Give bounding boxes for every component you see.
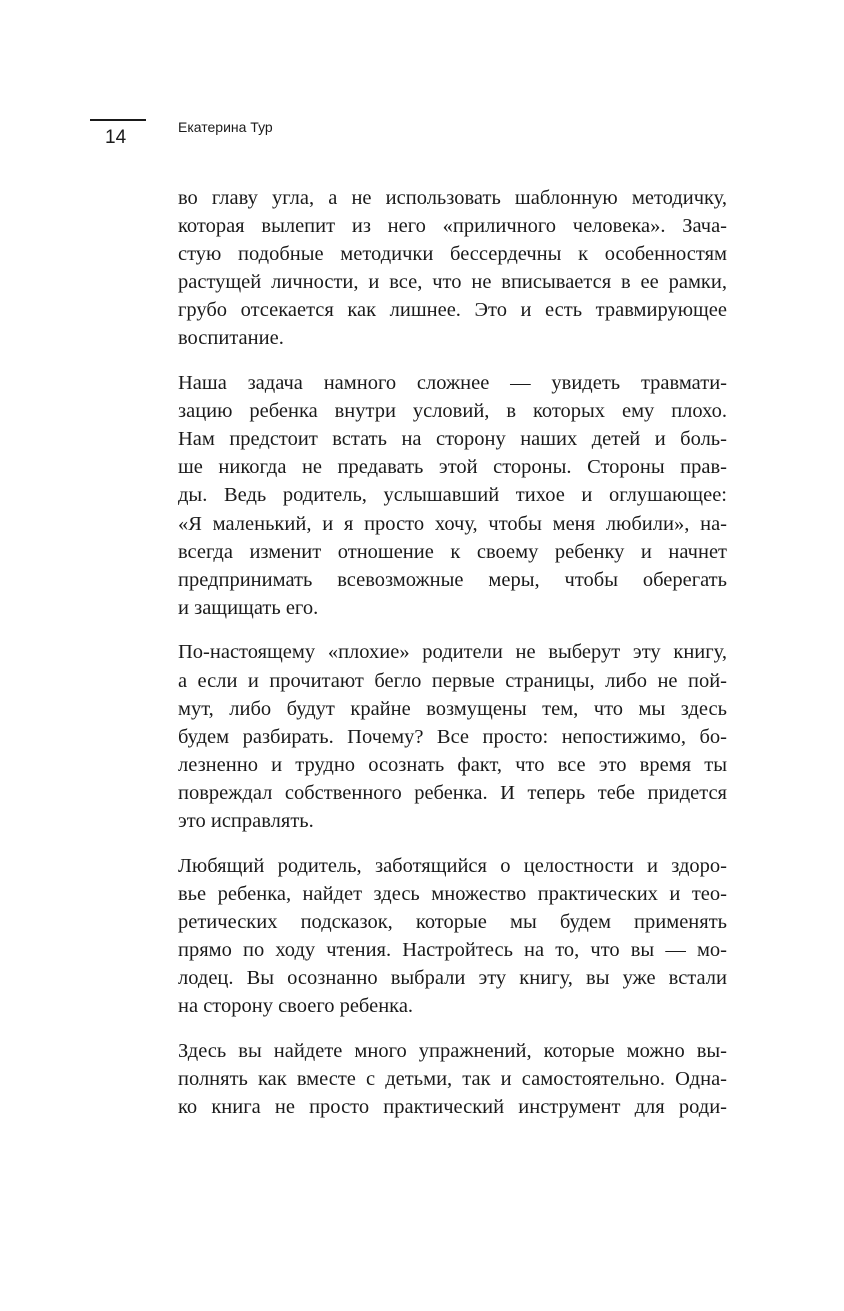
- text-line: Наша задача намного сложнее — увидеть травмати-: [178, 372, 727, 395]
- text-line: Любящий родитель, заботящийся о целостности и здоро-: [178, 854, 727, 877]
- text-line: будем разбирать. Почему? Все просто: непостижимо, бо-: [178, 725, 727, 748]
- paragraph: [178, 1037, 727, 1121]
- text-line: зацию ребенка внутри условий, в которых ему плохо.: [178, 400, 727, 423]
- paragraph: [178, 184, 727, 353]
- text-line: лезненно и трудно осознать факт, что все это время ты: [178, 753, 727, 776]
- text-line: и защищать его.: [178, 596, 319, 619]
- text-line: ше никогда не предавать этой стороны. Стороны прав-: [178, 456, 727, 479]
- text-line: воспитание.: [178, 327, 284, 350]
- running-head-author: Екатерина Тур: [178, 119, 273, 135]
- text-line: Нам предстоит встать на сторону наших детей и боль-: [178, 428, 727, 451]
- text-line: во главу угла, а не использовать шаблонную методичку,: [178, 187, 727, 209]
- text-line: на сторону своего ребенка.: [178, 995, 414, 1018]
- paragraph: [178, 369, 727, 622]
- paragraph-gap: [178, 1020, 727, 1037]
- text-line: грубо отсекается как лишнее. Это и есть травмирующее: [178, 299, 727, 322]
- page-number-rule: [90, 119, 146, 121]
- text-line: стую подобные методички бессердечны к особенностям: [178, 243, 727, 266]
- text-line: вье ребенка, найдет здесь множество практических и тео-: [178, 882, 727, 905]
- text-line: мут, либо будут крайне возмущены тем, что мы здесь: [178, 697, 727, 720]
- text-line: По-настоящему «плохие» родители не выберут эту книгу,: [178, 641, 727, 664]
- text-line: ретических подсказок, которые мы будем применять: [178, 910, 727, 933]
- text-line: прямо по ходу чтения. Настройтесь на то, что вы — мо-: [178, 938, 727, 961]
- body-text: [178, 184, 727, 1121]
- paragraph: [178, 852, 727, 1021]
- paragraph-gap: [178, 622, 727, 639]
- text-line: которая вылепит из него «приличного человека». Зача-: [178, 215, 727, 238]
- paragraph-gap: [178, 353, 727, 370]
- text-line: лодец. Вы осознанно выбрали эту книгу, вы уже встали: [178, 966, 727, 989]
- page-number: 14: [105, 127, 127, 148]
- text-line: ко книга не просто практический инструмент для роди-: [178, 1095, 727, 1118]
- text-line: повреждал собственного ребенка. И теперь тебе придется: [178, 781, 727, 804]
- text-line: предпринимать всевозможные меры, чтобы оберегать: [178, 568, 727, 591]
- text-line: всегда изменит отношение к своему ребенку и начнет: [178, 540, 727, 563]
- text-line: Здесь вы найдете много упражнений, которые можно вы-: [178, 1039, 727, 1062]
- text-line: полнять как вместе с детьми, так и самостоятельно. Одна-: [178, 1067, 727, 1090]
- paragraph-gap: [178, 835, 727, 852]
- paragraph: [178, 638, 727, 835]
- text-line: «Я маленький, и я просто хочу, чтобы меня любили», на-: [178, 512, 727, 535]
- text-line: это исправлять.: [178, 809, 314, 832]
- text-line: ды. Ведь родитель, услышавший тихое и оглушающее:: [178, 484, 727, 507]
- text-line: растущей личности, и все, что не вписывается в ее рамки,: [178, 271, 727, 294]
- text-line: а если и прочитают бегло первые страницы, либо не пой-: [178, 669, 727, 692]
